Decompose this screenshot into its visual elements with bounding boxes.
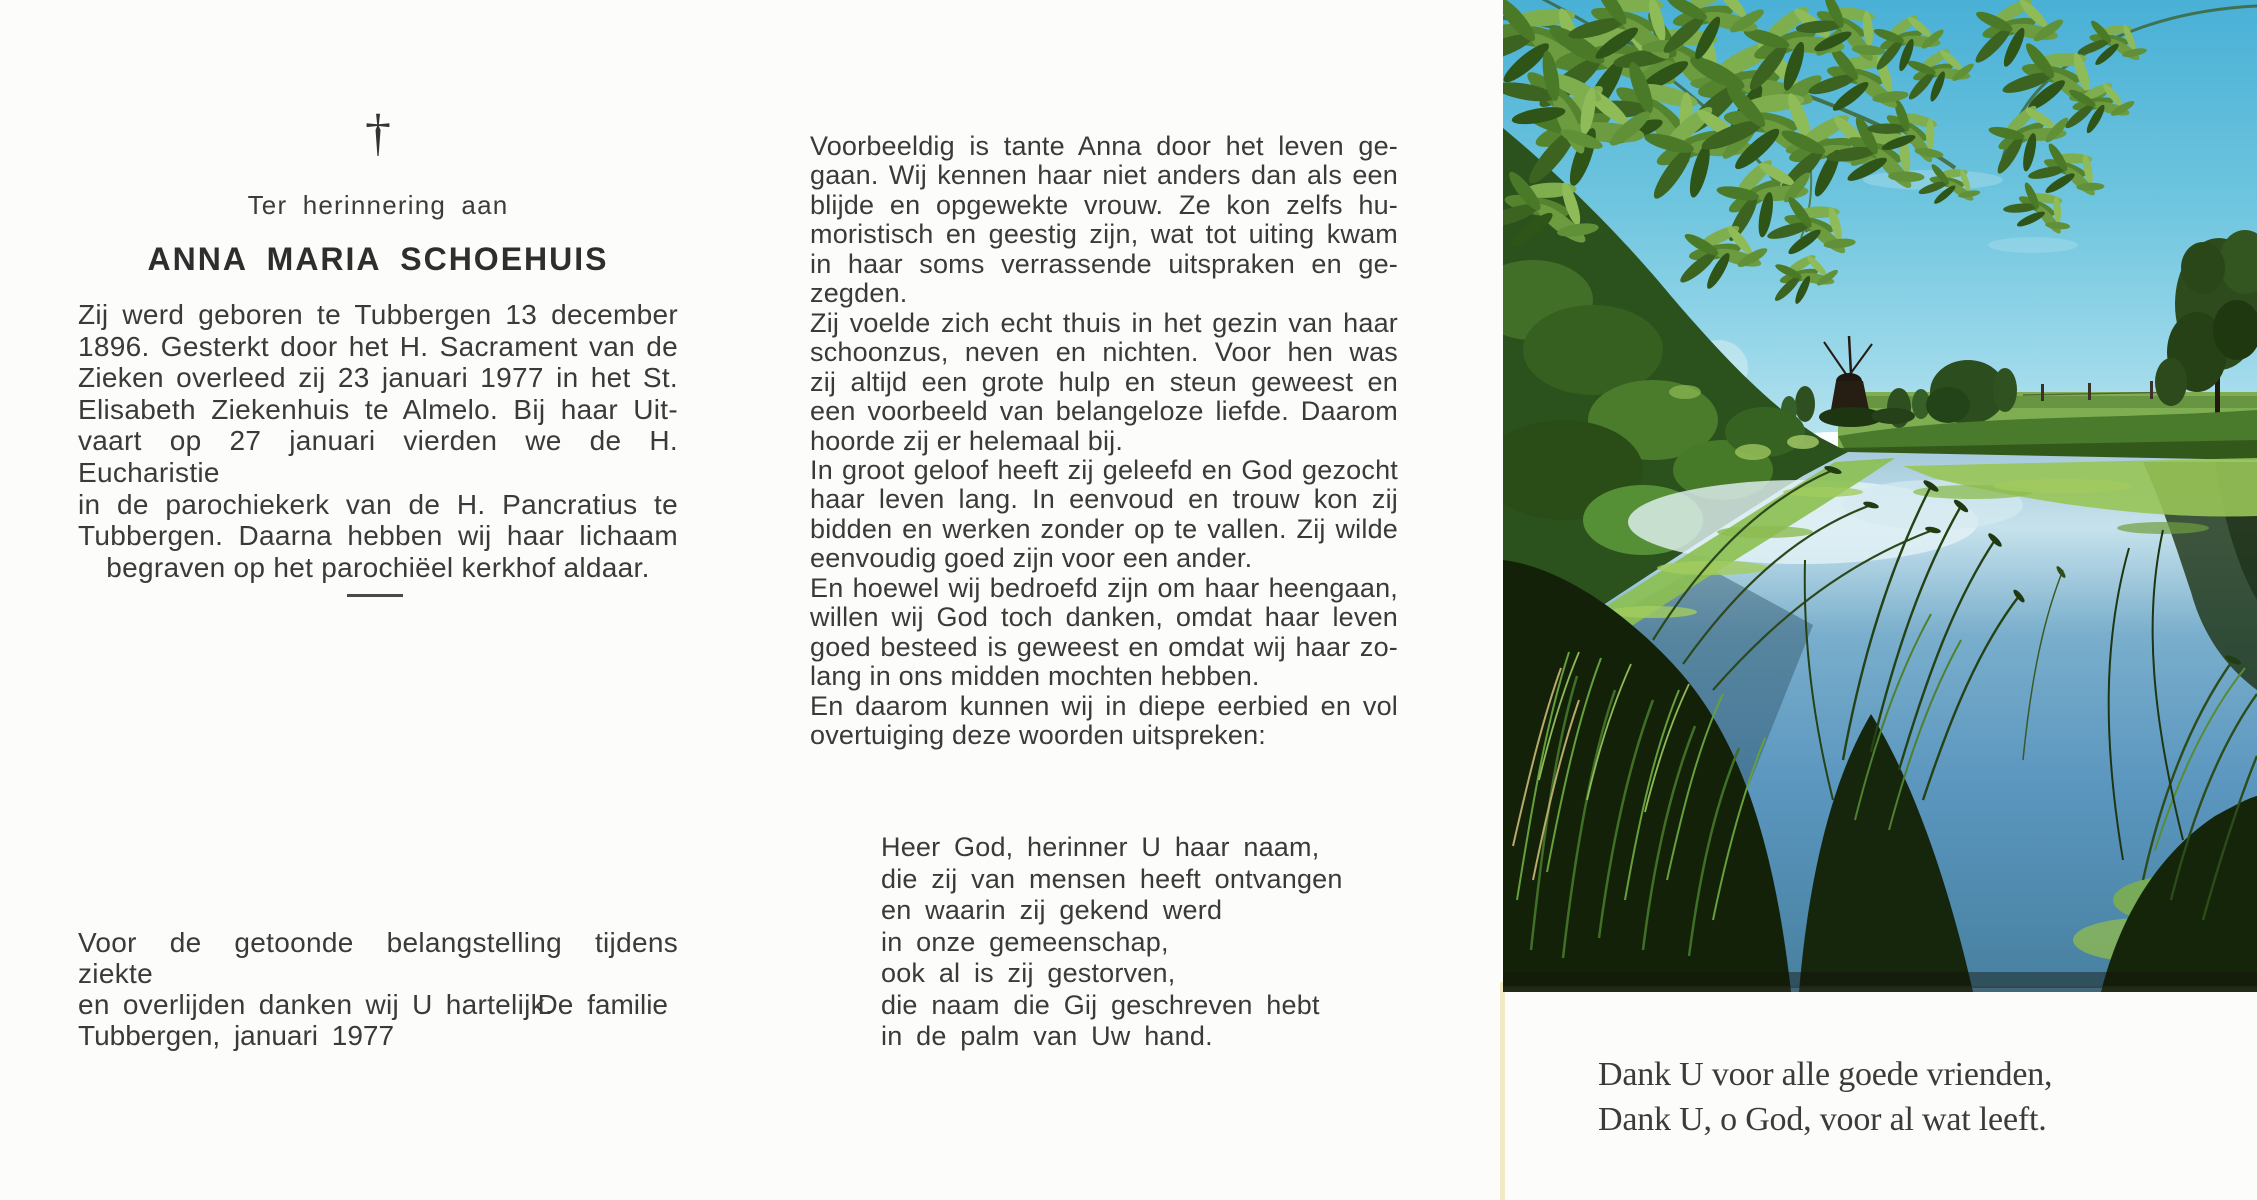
paragraph: En hoewel wij bedroefd zijn om haar heengaan, willen wij God toch danken, omdat haar leven goed besteed is geweest en omdat wij haar zo- lang in ons midden mochten hebben. (810, 572, 1398, 692)
family-signature: De familie (537, 989, 668, 1020)
thanks-text: Voor de getoonde belangstelling tijdens ziekte en overlijden danken wij U hartelijk. (78, 927, 678, 1020)
section-divider (347, 594, 403, 597)
left-panel (78, 0, 678, 1200)
fold-line (1500, 982, 1505, 1200)
middle-panel (810, 0, 1398, 1200)
paragraph: Voorbeeldig is tante Anna door het leven ge- gaan. Wij kennen haar niet anders dan als een blijde en opgewekte vrouw. Ze kon zelfs hu- moristisch en geestig zijn, wat tot uiting kwam in haar soms verrassende uitspraken en ge- zegden. (810, 131, 1398, 309)
bio-text: Zij werd geboren te Tubbergen 13 december 1896. Gesterkt door het H. Sacrament van de Zieken overleed zij 23 januari 1977 in het St. Elisabeth Ziekenhuis te Almelo. Bij haar Uit- vaart op 27 januari vierden we de H. Eucharistie in de parochiekerk van de H. Pancratius te Tubbergen. Daarna hebben wij haar lichaam begraven op het parochiëel kerkhof aldaar. (78, 299, 678, 583)
prayer-text: Heer God, herinner U haar naam, die zij van mensen heeft ontvangen en waarin zij gekend werd in onze gemeenschap, ook al is zij gestorven, die naam die Gij geschreven hebt in de palm van Uw hand. (881, 832, 1343, 1051)
photo-caption (1598, 1052, 2118, 1142)
paragraph: En daarom kunnen wij in diepe eerbied en vol overtuiging deze woorden uitspreken: (810, 690, 1398, 751)
deceased-name: ANNA MARIA SCHOEHUIS (147, 241, 609, 277)
landscape-photo (1503, 0, 2257, 992)
right-panel (1498, 0, 2257, 1200)
intro-line: Ter herinnering aan (247, 190, 509, 220)
life-text (810, 132, 1398, 751)
paragraph: Zij voelde zich echt thuis in het gezin van haar schoonzus, neven en nichten. Voor hen was zij altijd een grote hulp en steun geweest en een voorbeeld van belangeloze liefde. Daarom hoorde zij er helemaal bij. (810, 307, 1398, 456)
place-date: Tubbergen, januari 1977 (78, 1020, 395, 1051)
caption-line: Dank U, o God, voor al wat leeft. (1598, 1101, 2047, 1138)
paragraph: In groot geloof heeft zij geleefd en God gezocht haar leven lang. In eenvoud en trouw kon zij bidden en werken zonder op te vallen. Zij wilde eenvoudig goed zijn voor een ander. (810, 454, 1398, 574)
caption-line: Dank U voor alle goede vrienden, (1598, 1056, 2053, 1093)
memorial-cross-icon: † (365, 105, 391, 162)
